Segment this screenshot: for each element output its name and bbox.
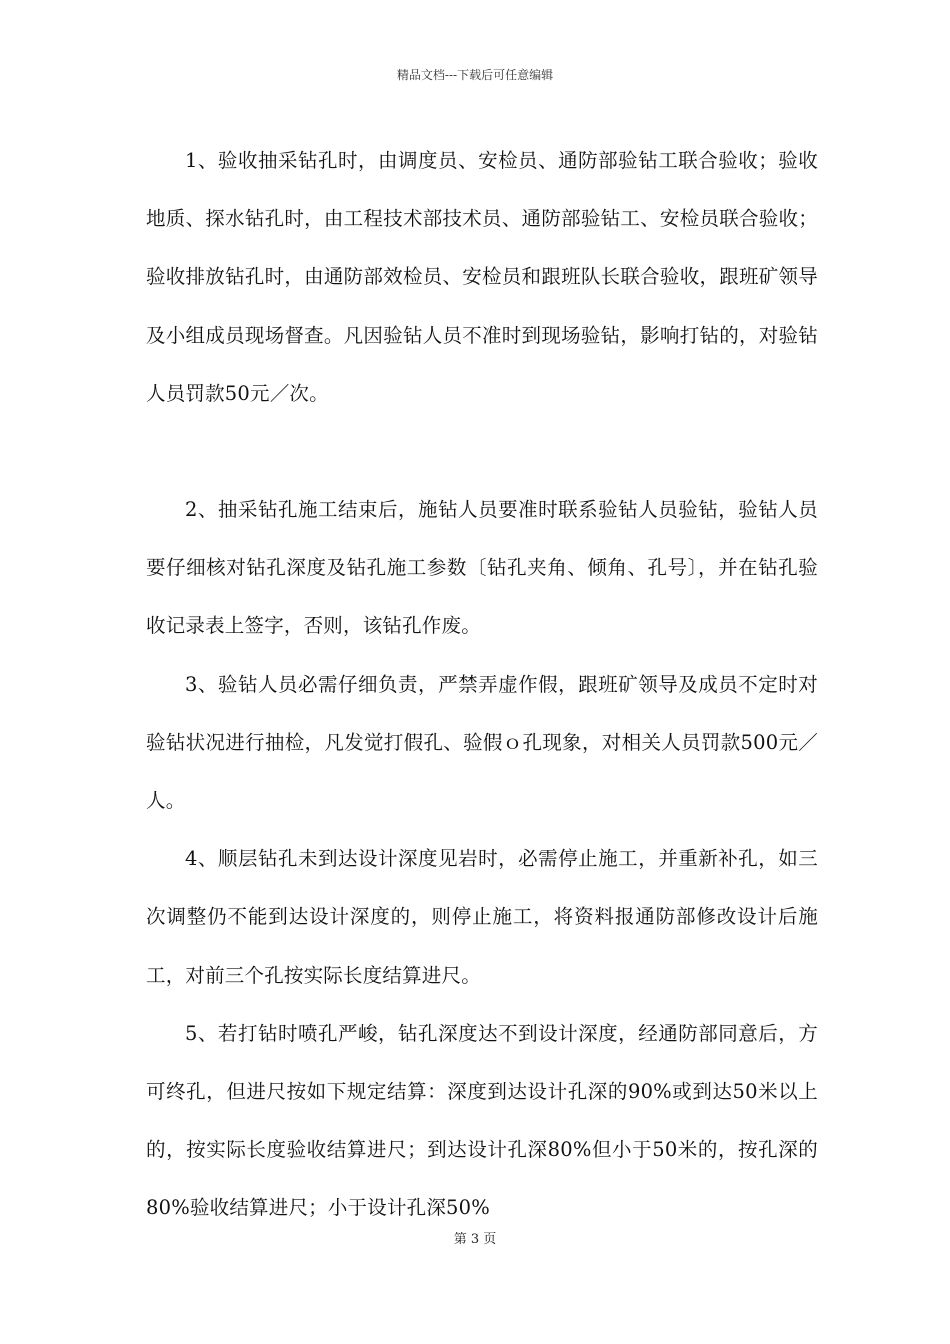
page-header: 精品文档---下载后可任意编辑: [396, 68, 554, 82]
paragraph-3: 3、验钻人员必需仔细负责，严禁弄虚作假，跟班矿领导及成员不定时对验钻状况进行抽检，凡发觉打假孔、验假ｏ孔现象，对相关人员罚款500元／人。: [146, 672, 818, 813]
document-body: [146, 132, 818, 1238]
paragraph-4: 4、顺层钻孔未到达设计深度见岩时，必需停止施工，并重新补孔，如三次调整仍不能到达设计深度的，则停止施工，将资料报通防部修改设计后施工，对前三个孔按实际长度结算进尺。: [146, 847, 818, 987]
page-number: 第 3 页: [453, 1232, 497, 1247]
paragraph-2: 2、抽采钻孔施工结束后，施钻人员要准时联系验钻人员验钻，验钻人员要仔细核对钻孔深度及钻孔施工参数〔钻孔夹角、倾角、孔号〕，并在钻孔验收记录表上签字，否则，该钻孔作废。: [146, 498, 818, 638]
paragraph-spacer: [146, 423, 818, 481]
paragraph-1: 1、验收抽采钻孔时，由调度员、安检员、通防部验钻工联合验收；验收地质、探水钻孔时，由工程技术部技术员、通防部验钻工、安检员联合验收；验收排放钻孔时，由通防部效检员、安检员和跟班队长联合验收，跟班矿领导及小组成员现场督查。凡因验钻人员不准时到现场验钻，影响打钻的，对验钻人员罚款50元／次。: [146, 149, 818, 405]
paragraph-5: 5、若打钻时喷孔严峻，钻孔深度达不到设计深度，经通防部同意后，方可终孔，但进尺按如下规定结算：深度到达设计孔深的90%或到达50米以上的，按实际长度验收结算进尺；到达设计孔深80%但小于50米的，按孔深的80%验收结算进尺；小于设计孔深50%: [146, 1021, 818, 1220]
